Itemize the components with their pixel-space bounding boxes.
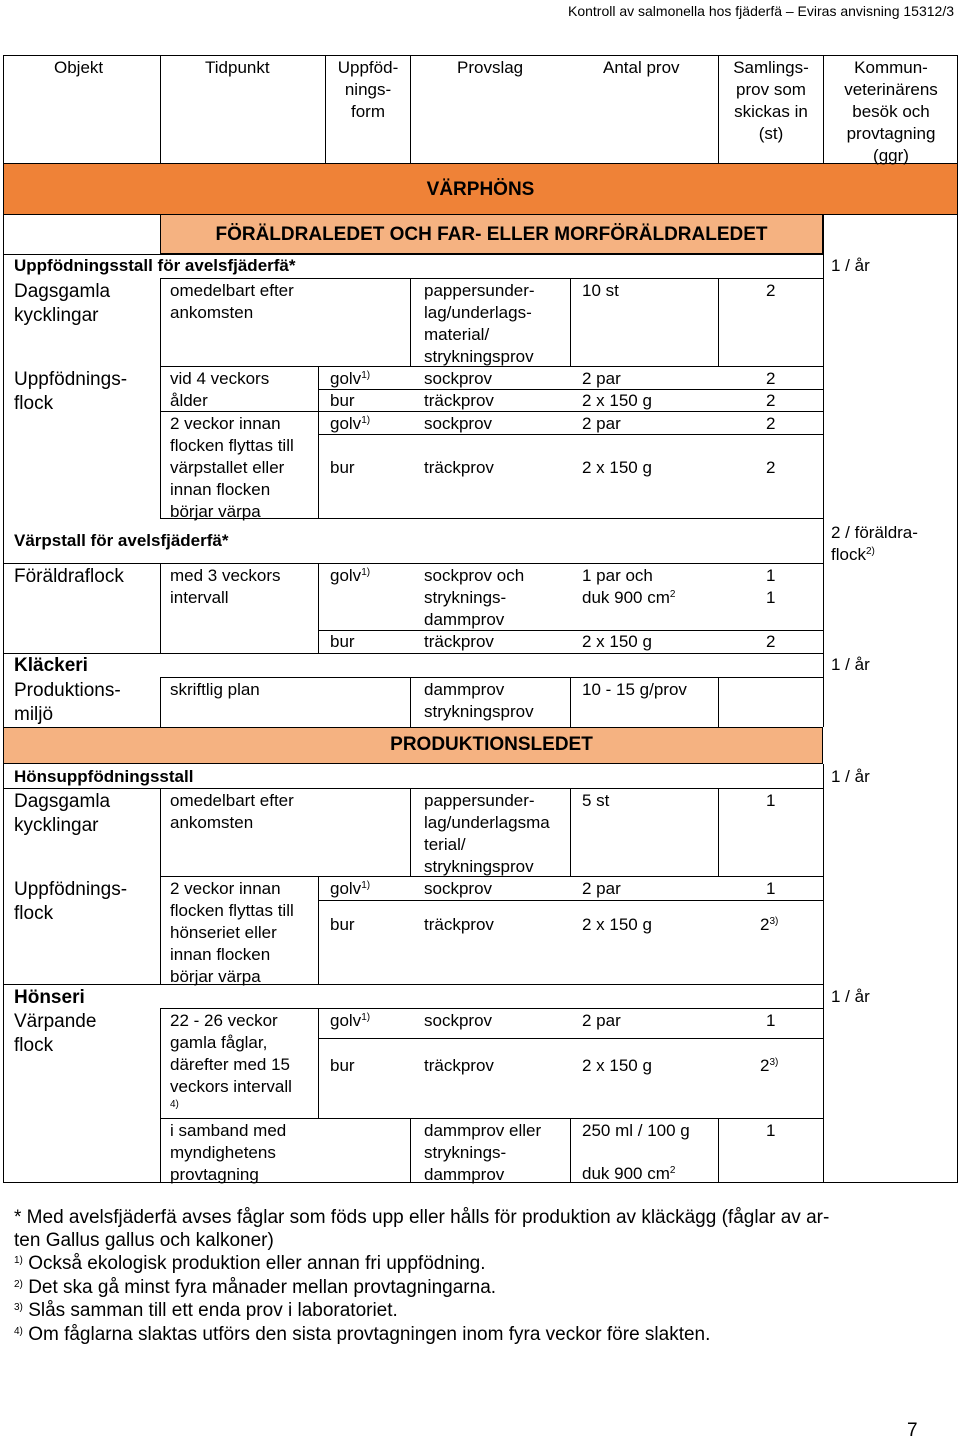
r8b-saml-sup: 3) bbox=[769, 1057, 779, 1068]
r3b-form: bur bbox=[330, 458, 355, 477]
col-header-objekt: Objekt bbox=[54, 58, 104, 77]
r9-tidpunkt: i samband med myndighetens provtagning bbox=[170, 1121, 287, 1184]
r6-samlingsprov: 1 bbox=[766, 791, 776, 810]
freq-honsuppfodningsstall: 1 / år bbox=[831, 767, 870, 786]
r5-provslag: dammprov strykningsprov bbox=[424, 680, 534, 721]
r4-antal bbox=[582, 565, 675, 609]
r8b-saml-text: 2 bbox=[760, 1056, 770, 1075]
r7a-form-sup: 1) bbox=[361, 880, 371, 891]
r6-provslag: pappersunder- lag/underlagsma terial/ strykningsprov bbox=[424, 791, 550, 876]
group-title-honseri: Hönseri bbox=[14, 987, 85, 1008]
freq-varpstall-text: 2 / föräldra- flock bbox=[831, 523, 918, 564]
r8-tidpunkt bbox=[170, 1010, 292, 1112]
section-title-varphons: VÄRPHÖNS bbox=[426, 179, 535, 200]
r4-antal-text: 1 par och duk 900 cm bbox=[582, 566, 670, 607]
r4b-provslag: träckprov bbox=[424, 632, 494, 651]
page-number: 7 bbox=[907, 1420, 918, 1441]
r1-samlingsprov: 2 bbox=[766, 281, 776, 300]
r1-provslag: pappersunder- lag/underlags- material/ strykningsprov bbox=[424, 281, 535, 366]
section-title-produktionsledet: PRODUKTIONSLEDET bbox=[390, 734, 593, 755]
r2a-form-sup: 1) bbox=[361, 370, 371, 381]
footnote-3-text: Slås samman till ett enda prov i laboratoriet. bbox=[28, 1300, 398, 1321]
r7b-antal: 2 x 150 g bbox=[582, 915, 652, 934]
r8b-provslag: träckprov bbox=[424, 1056, 494, 1075]
r3a-form bbox=[330, 413, 370, 435]
r4-objekt: Föräldraflock bbox=[14, 566, 124, 587]
r6-antal: 5 st bbox=[582, 791, 610, 810]
r4b-form: bur bbox=[330, 632, 355, 651]
r3a-form-sup: 1) bbox=[361, 415, 371, 426]
r7b-provslag: träckprov bbox=[424, 915, 494, 934]
r9-antal2 bbox=[582, 1163, 675, 1185]
r3-tidpunkt: 2 veckor innan flocken flyttas till värpstallet eller innan flocken börjar värpa bbox=[170, 414, 294, 521]
r2a-form bbox=[330, 368, 370, 390]
r7a-antal: 2 par bbox=[582, 879, 621, 898]
r2b-provslag: träckprov bbox=[424, 391, 494, 410]
freq-klackeri: 1 / år bbox=[831, 655, 870, 674]
r2a-samlingsprov: 2 bbox=[766, 369, 776, 388]
r8a-form-sup: 1) bbox=[361, 1012, 371, 1023]
r8a-samlingsprov: 1 bbox=[766, 1011, 776, 1030]
r2-tidpunkt: vid 4 veckors ålder bbox=[170, 369, 270, 410]
r4-samlingsprov: 1 1 bbox=[766, 566, 776, 607]
r4b-samlingsprov: 2 bbox=[766, 632, 776, 651]
r3b-antal: 2 x 150 g bbox=[582, 458, 652, 477]
r8a-form bbox=[330, 1010, 370, 1032]
r7-objekt: Uppfödnings- flock bbox=[14, 879, 128, 924]
group-title-varpstall: Värpstall för avelsfjäderfä* bbox=[14, 531, 229, 550]
freq-uppfodningsstall: 1 / år bbox=[831, 256, 870, 275]
r3a-antal: 2 par bbox=[582, 414, 621, 433]
r3b-provslag: träckprov bbox=[424, 458, 494, 477]
r7a-provslag: sockprov bbox=[424, 879, 493, 898]
r4b-antal: 2 x 150 g bbox=[582, 632, 652, 651]
footnote-3-mark: 3) bbox=[14, 1302, 23, 1313]
group-title-klackeri: Kläckeri bbox=[14, 655, 88, 676]
r7b-saml-sup: 3) bbox=[769, 916, 779, 927]
r8a-form-text: golv bbox=[330, 1011, 362, 1030]
r7-tidpunkt: 2 veckor innan flocken flyttas till hönseriet eller innan flocken börjar värpa bbox=[170, 879, 294, 986]
r1-antal: 10 st bbox=[582, 281, 619, 300]
r9-antal2-text: duk 900 cm bbox=[582, 1164, 670, 1183]
col-header-provslag: Provslag bbox=[457, 58, 524, 77]
footnote-4 bbox=[14, 1323, 710, 1346]
running-header: Kontroll av salmonella hos fjäderfä – Eviras anvisning 15312/3 bbox=[567, 3, 954, 19]
footnote-2 bbox=[14, 1276, 496, 1299]
r8b-antal: 2 x 150 g bbox=[582, 1056, 652, 1075]
r7a-form-text: golv bbox=[330, 879, 362, 898]
r8a-antal: 2 par bbox=[582, 1011, 621, 1030]
footnote-4-mark: 4) bbox=[14, 1326, 23, 1337]
r3a-provslag: sockprov bbox=[424, 414, 493, 433]
r7a-form bbox=[330, 878, 370, 900]
r6-objekt: Dagsgamla kycklingar bbox=[14, 791, 111, 836]
r8b-samlingsprov bbox=[760, 1055, 778, 1077]
r2b-samlingsprov: 2 bbox=[766, 391, 776, 410]
r8-tidpunkt-text: 22 - 26 veckor gamla fåglar, därefter med 15 veckors intervall bbox=[170, 1011, 292, 1096]
footnote-3 bbox=[14, 1299, 398, 1322]
r2-objekt: Uppfödnings- flock bbox=[14, 369, 128, 414]
r7a-samlingsprov: 1 bbox=[766, 879, 776, 898]
r1-objekt: Dagsgamla kycklingar bbox=[14, 281, 111, 326]
r9-samlingsprov: 1 bbox=[766, 1121, 776, 1140]
r5-tidpunkt: skriftlig plan bbox=[170, 680, 260, 699]
r2a-provslag: sockprov bbox=[424, 369, 493, 388]
freq-varpstall bbox=[831, 522, 918, 566]
footnote-2-text: Det ska gå minst fyra månader mellan provtagningarna. bbox=[28, 1277, 497, 1298]
r4-form-sup: 1) bbox=[361, 567, 371, 578]
footnote-1-mark: 1) bbox=[14, 1255, 23, 1266]
r3a-form-text: golv bbox=[330, 414, 362, 433]
r2b-antal: 2 x 150 g bbox=[582, 391, 652, 410]
footnote-star: * Med avelsfjäderfä avses fåglar som föds upp eller hålls för produktion av kläckägg (fåglar av ar- ten Gallus gallus och kalkoner) bbox=[14, 1207, 830, 1251]
r5-objekt: Produktions- miljö bbox=[14, 680, 121, 725]
r8b-form: bur bbox=[330, 1056, 355, 1075]
r3b-samlingsprov: 2 bbox=[766, 458, 776, 477]
r5-antal: 10 - 15 g/prov bbox=[582, 680, 687, 699]
r2a-form-text: golv bbox=[330, 369, 362, 388]
col-header-samlingsprov: Samlings- prov som skickas in (st) bbox=[733, 58, 809, 143]
r8a-provslag: sockprov bbox=[424, 1011, 493, 1030]
col-header-uppfodningsform: Uppföd- nings- form bbox=[337, 58, 399, 121]
r9-antal1: 250 ml / 100 g bbox=[582, 1121, 690, 1140]
r6-tidpunkt: omedelbart efter ankomsten bbox=[170, 791, 294, 832]
r8-tidpunkt-sup: 4) bbox=[170, 1099, 179, 1110]
freq-honseri: 1 / år bbox=[831, 987, 870, 1006]
col-header-kommunveterinar: Kommun- veterinärens besök och provtagning (ggr) bbox=[844, 58, 938, 165]
group-title-uppfodningsstall: Uppfödningsstall för avelsfjäderfä* bbox=[14, 256, 296, 275]
r8-objekt: Värpande flock bbox=[14, 1011, 97, 1056]
footnote-4-text: Om fåglarna slaktas utförs den sista provtagningen inom fyra veckor före slakten. bbox=[28, 1324, 711, 1345]
r4-form-text: golv bbox=[330, 566, 362, 585]
r7b-samlingsprov bbox=[760, 914, 778, 936]
group-title-honsuppfodningsstall: Hönsuppfödningsstall bbox=[14, 767, 194, 786]
freq-varpstall-sup: 2) bbox=[865, 546, 875, 557]
r4-form bbox=[330, 565, 370, 587]
subsection-title-foraldraledet: FÖRÄLDRALEDET OCH FAR- ELLER MORFÖRÄLDRALEDET bbox=[215, 224, 768, 245]
r3a-samlingsprov: 2 bbox=[766, 414, 776, 433]
r2a-antal: 2 par bbox=[582, 369, 621, 388]
col-header-antal-prov: Antal prov bbox=[603, 58, 680, 77]
r1-tidpunkt: omedelbart efter ankomsten bbox=[170, 281, 294, 322]
r7b-saml-text: 2 bbox=[760, 915, 770, 934]
footnote-2-mark: 2) bbox=[14, 1279, 23, 1290]
r9-provslag: dammprov eller stryknings- dammprov bbox=[424, 1121, 542, 1184]
r9-antal2-sup: 2 bbox=[669, 1165, 676, 1176]
r7b-form: bur bbox=[330, 915, 355, 934]
r2b-form: bur bbox=[330, 391, 355, 410]
col-header-tidpunkt: Tidpunkt bbox=[205, 58, 270, 77]
r4-antal-sup: 2 bbox=[669, 589, 676, 600]
r4-tidpunkt: med 3 veckors intervall bbox=[170, 566, 281, 607]
footnote-1-text: Också ekologisk produktion eller annan fri uppfödning. bbox=[28, 1253, 486, 1274]
footnote-1 bbox=[14, 1252, 486, 1275]
r4-provslag: sockprov och stryknings- dammprov bbox=[424, 566, 525, 629]
